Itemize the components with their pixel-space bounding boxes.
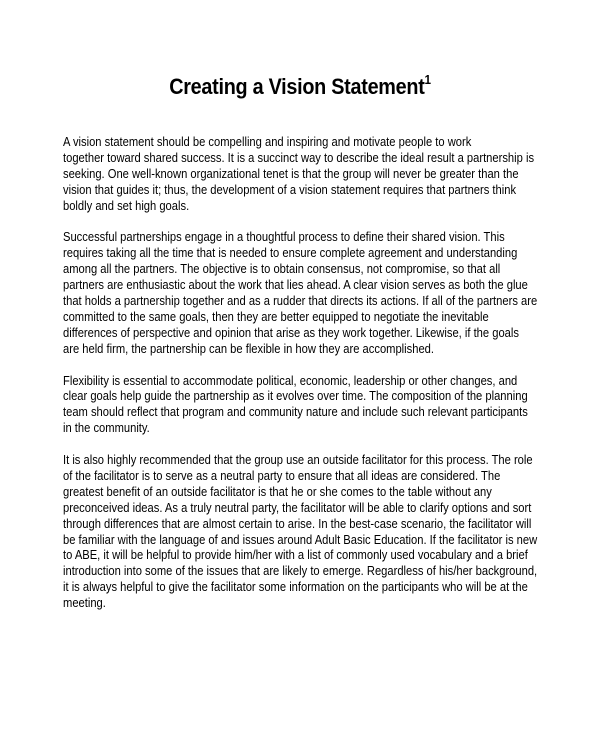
title-footnote-marker: 1 [424,72,431,87]
text-line: among all the partners. The objective is to obtain consensus, not compromise, so that all [63,261,501,277]
text-line: preconceived ideas. As a truly neutral party, the facilitator will be able to clarify options and sort [63,499,532,515]
document-body [63,134,538,627]
text-line: be familiar with the language of and issues around Adult Basic Education. If the facilitator is new [63,531,538,547]
text-line: committed to the same goals, then they are better equipped to negotiate the inevitable [63,308,489,324]
text-line: requires taking all the time that is needed to ensure complete agreement and understanding [63,245,518,261]
text-line: it is always helpful to give the facilitator some information on the participants who will be at the [63,579,528,595]
text-line: Flexibility is essential to accommodate political, economic, leadership or other changes, and [63,372,518,388]
text-line: differences of perspective and opinion that arise as they work together. Likewise, if the goals [63,324,519,340]
text-line: It is also highly recommended that the group use an outside facilitator for this process. The role [63,452,533,468]
text-line: team should reflect that program and community nature and include such relevant participants [63,404,528,420]
text-line: through differences that are almost certain to arise. In the best-case scenario, the facilitator will [63,515,532,531]
text-line: Successful partnerships engage in a thoughtful process to define their shared vision. This [63,229,505,245]
text-line: partners are enthusiastic about the work that lies ahead. A clear vision serves as both the glue [63,277,528,293]
text-line: together toward shared success. It is a succinct way to describe the ideal result a partnership is [63,149,535,165]
text-line: of the facilitator is to serve as a neutral party to ensure that all ideas are considered. The [63,468,501,484]
text-line: that holds a partnership together and as a rudder that directs its actions. If all of the partners are [63,293,538,309]
text-line: are held firm, the partnership can be flexible in how they are accomplished. [63,340,435,356]
text-line: meeting. [63,595,106,611]
text-line: boldly and set high goals. [63,197,190,213]
text-line: seeking. One well-known organizational tenet is that the group will never be greater than the [63,165,519,181]
text-line: introduction into some of the issues that are likely to emerge. Regardless of his/her background, [63,563,538,579]
text-line: to ABE, it will be helpful to provide him/her with a list of commonly used vocabulary and a brief [63,547,528,563]
paragraph-3 [63,373,527,437]
paragraph-2 [63,229,538,356]
text-line: greatest benefit of an outside facilitator is that he or she comes to the table without any [63,483,492,499]
title-text: Creating a Vision Statement [169,74,425,99]
text-line: in the community. [63,420,150,436]
text-line: A vision statement should be compelling and inspiring and motivate people to work [63,134,472,149]
paragraph-1 [63,134,535,213]
text-line: clear goals help guide the partnership as it evolves over time. The composition of the planning [63,388,528,404]
text-line: vision that guides it; thus, the development of a vision statement requires that partners think [63,181,517,197]
paragraph-4 [63,452,538,611]
page-title [30,74,570,100]
